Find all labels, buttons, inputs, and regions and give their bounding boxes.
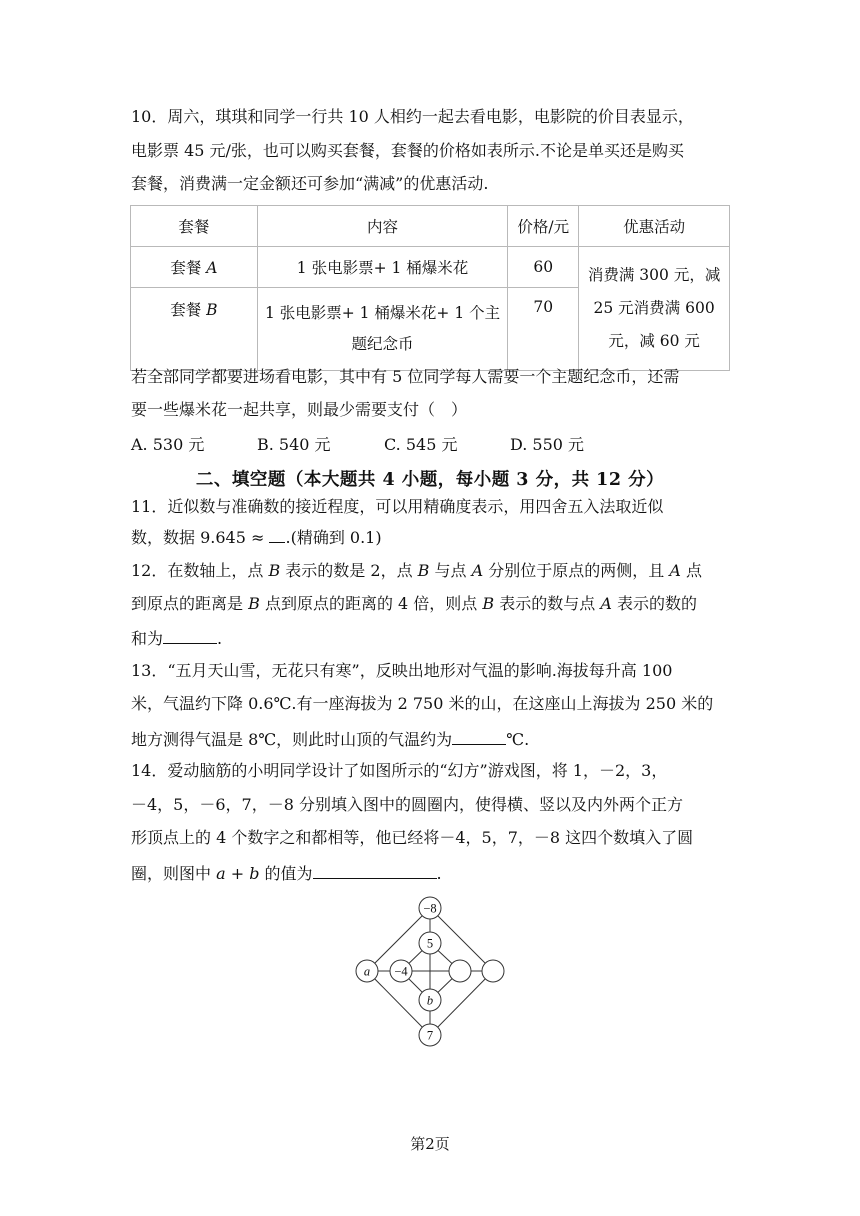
circle-right[interactable] xyxy=(482,960,504,982)
q14-line-4-mid: 的值为 xyxy=(259,864,313,883)
q10-after-line-1: 若全部同学都要进场看电影，其中有 5 位同学每人需要一个主题纪念币，还需 xyxy=(131,367,680,386)
q10-after-line-2: 要一些爆米花一起共享，则最少需要支付（ ） xyxy=(131,400,468,419)
q13-line-3-post: ℃. xyxy=(506,730,530,749)
option-b[interactable]: B. 540 元 xyxy=(257,435,331,454)
option-a[interactable]: A. 530 元 xyxy=(131,435,205,454)
q13-line-1: 13．“五月天山雪，无花只有寒”，反映出地形对气温的影响.海拔每升高 100 xyxy=(131,661,673,680)
promo-line-3: 元，减 60 元 xyxy=(608,332,700,350)
q12-line-3-pre: 和为 xyxy=(131,629,164,648)
package-a-price: 60 xyxy=(508,247,579,288)
q12-text: 12．在数轴上，点 xyxy=(131,561,269,580)
package-b-content-line-1: 1 张电影票+ 1 桶爆米花+ 1 个主 xyxy=(264,304,501,322)
q12-line-3-post: . xyxy=(217,629,223,648)
q12-text: 到原点的距离是 xyxy=(131,594,249,613)
label-left: a xyxy=(363,964,371,979)
label-inner-bottom: b xyxy=(426,993,434,1008)
header-price: 价格/元 xyxy=(508,206,579,247)
q12-var: A xyxy=(471,561,484,580)
page-number: 第2页 xyxy=(410,1135,450,1153)
q10-line-3: 套餐，消费满一定金额还可参加“满减”的优惠活动. xyxy=(131,174,489,193)
section-title: 二、填空题（本大题共 4 小题，每小题 3 分，共 12 分） xyxy=(195,470,665,490)
q11-line-2-pre: 数，数据 9.645 ≈ xyxy=(131,528,270,547)
package-b-prefix: 套餐 xyxy=(170,301,207,319)
q12-var: B xyxy=(248,594,260,613)
package-b-var: B xyxy=(206,301,218,319)
q12-var: B xyxy=(482,594,495,613)
package-b-price: 70 xyxy=(508,288,579,371)
header-promotion: 优惠活动 xyxy=(579,206,730,247)
label-top: −8 xyxy=(423,901,437,916)
q12-text: 表示的数与点 xyxy=(494,594,601,613)
q12-text: 表示的数是 2，点 xyxy=(280,561,418,580)
promo-line-2: 25 元消费满 600 xyxy=(593,299,715,317)
q10-line-1: 10．周六，琪琪和同学一行共 10 人相约一起去看电影，电影院的价目表显示， xyxy=(131,107,694,126)
package-a-prefix: 套餐 xyxy=(170,259,207,277)
q11-line-1: 11．近似数与准确数的接近程度，可以用精确度表示，用四舍五入法取近似 xyxy=(131,497,664,516)
label-inner-left: −4 xyxy=(394,964,408,979)
q14-expression: a + b xyxy=(216,864,260,883)
q12-var: B xyxy=(268,561,281,580)
q12-text: 点到原点的距离的 4 倍，则点 xyxy=(259,594,483,613)
q14-line-2: －4，5，－6，7，－8 分别填入图中的圆圈内，使得横、竖以及内外两个正方 xyxy=(131,795,683,814)
q12-var: A xyxy=(600,594,612,613)
q12-text: 分别位于原点的两侧，且 xyxy=(483,561,670,580)
header-package: 套餐 xyxy=(131,206,258,247)
q12-var: B xyxy=(417,561,430,580)
package-a-content: 1 张电影票+ 1 桶爆米花 xyxy=(257,247,508,288)
label-bottom: 7 xyxy=(426,1028,434,1043)
q12-var: A xyxy=(669,561,681,580)
header-content: 内容 xyxy=(257,206,508,247)
circle-inner-right[interactable] xyxy=(449,960,471,982)
q14-line-3: 形顶点上的 4 个数字之和都相等，他已经将－4，5，7，－8 这四个数填入了圆 xyxy=(131,828,694,847)
q13-line-3-pre: 地方测得气温是 8℃，则此时山顶的气温约为 xyxy=(131,730,453,749)
q13-line-2: 米，气温约下降 0.6℃.有一座海拔为 2 750 米的山，在这座山上海拔为 250 米的 xyxy=(131,694,714,713)
q10-line-2: 电影票 45 元/张，也可以购买套餐，套餐的价格如表所示.不论是单买还是购买 xyxy=(131,141,685,160)
q14-line-4-pre: 圈，则图中 xyxy=(131,864,217,883)
label-inner-top: 5 xyxy=(426,936,434,951)
q11-line-2-post: .(精确到 0.1) xyxy=(285,528,382,547)
promo-line-1: 消费满 300 元，减 xyxy=(587,266,721,284)
q12-text: 表示的数的 xyxy=(611,594,697,613)
figure-lines xyxy=(367,908,493,1035)
package-a-var: A xyxy=(206,259,218,277)
q14-line-4-post: . xyxy=(436,864,442,883)
option-c[interactable]: C. 545 元 xyxy=(384,435,458,454)
q14-line-1: 14．爱动脑筋的小明同学设计了如图所示的“幻方”游戏图，将 1，－2，3， xyxy=(131,761,668,780)
q12-text: 点 xyxy=(680,561,703,580)
option-d[interactable]: D. 550 元 xyxy=(510,435,585,454)
package-b-content-line-2: 题纪念币 xyxy=(351,335,414,353)
q12-text: 与点 xyxy=(429,561,472,580)
